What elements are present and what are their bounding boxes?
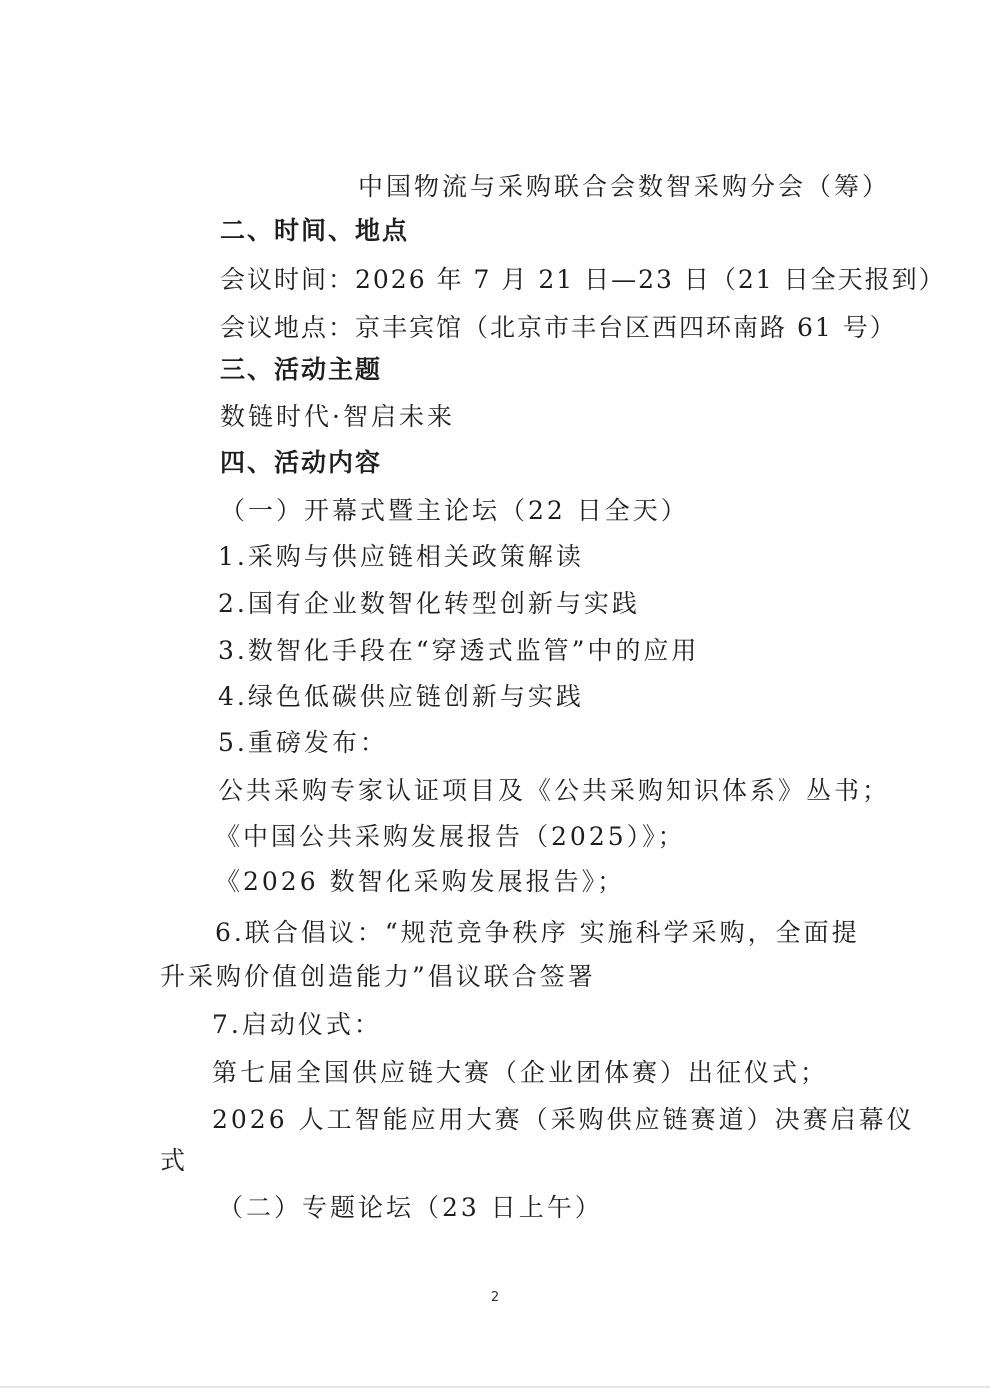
subsection-heading-forum: （二）专题论坛（23 日上午） [218, 1193, 603, 1222]
section-heading-theme: 三、活动主题 [220, 355, 383, 384]
release-item: 《中国公共采购发展报告（2025）》； [215, 822, 686, 851]
meeting-time: 会议时间：2026 年 7 月 21 日—23 日（21 日全天报到） [220, 265, 946, 294]
list-item: 1.采购与供应链相关政策解读 [218, 542, 584, 571]
page-number: 2 [490, 1290, 500, 1305]
meeting-place: 会议地点：京丰宾馆（北京市丰台区西四环南路 61 号） [220, 313, 897, 342]
organizer-line: 中国物流与采购联合会数智采购分会（筹） [358, 172, 891, 201]
release-item: 公共采购专家认证项目及《公共采购知识体系》丛书； [218, 776, 891, 805]
ceremony-item: 2026 人工智能应用大赛（采购供应链赛道）决赛启幕仪 [212, 1105, 915, 1134]
list-item: 7.启动仪式： [212, 1010, 382, 1039]
scan-edge-line [0, 1386, 990, 1388]
list-item: 5.重磅发布： [218, 728, 388, 757]
list-item: 3.数智化手段在“穿透式监管”中的应用 [218, 636, 700, 665]
release-item: 《2026 数智化采购发展报告》； [215, 867, 626, 896]
section-heading-time-place: 二、时间、地点 [220, 216, 410, 245]
ceremony-item-continuation: 式 [160, 1146, 189, 1175]
activity-theme: 数链时代·智启未来 [220, 402, 455, 431]
subsection-heading-opening: （一）开幕式暨主论坛（22 日全天） [220, 496, 689, 525]
section-heading-content: 四、活动内容 [220, 448, 383, 477]
list-item: 4.绿色低碳供应链创新与实践 [218, 682, 584, 711]
ceremony-item: 第七届全国供应链大赛（企业团体赛）出征仪式； [212, 1058, 829, 1087]
list-item: 2.国有企业数智化转型创新与实践 [218, 589, 640, 618]
list-item-continuation: 升采购价值创造能力”倡议联合签署 [160, 962, 596, 991]
list-item: 6.联合倡议：“规范竞争秩序 实施科学采购，全面提 [215, 918, 860, 947]
